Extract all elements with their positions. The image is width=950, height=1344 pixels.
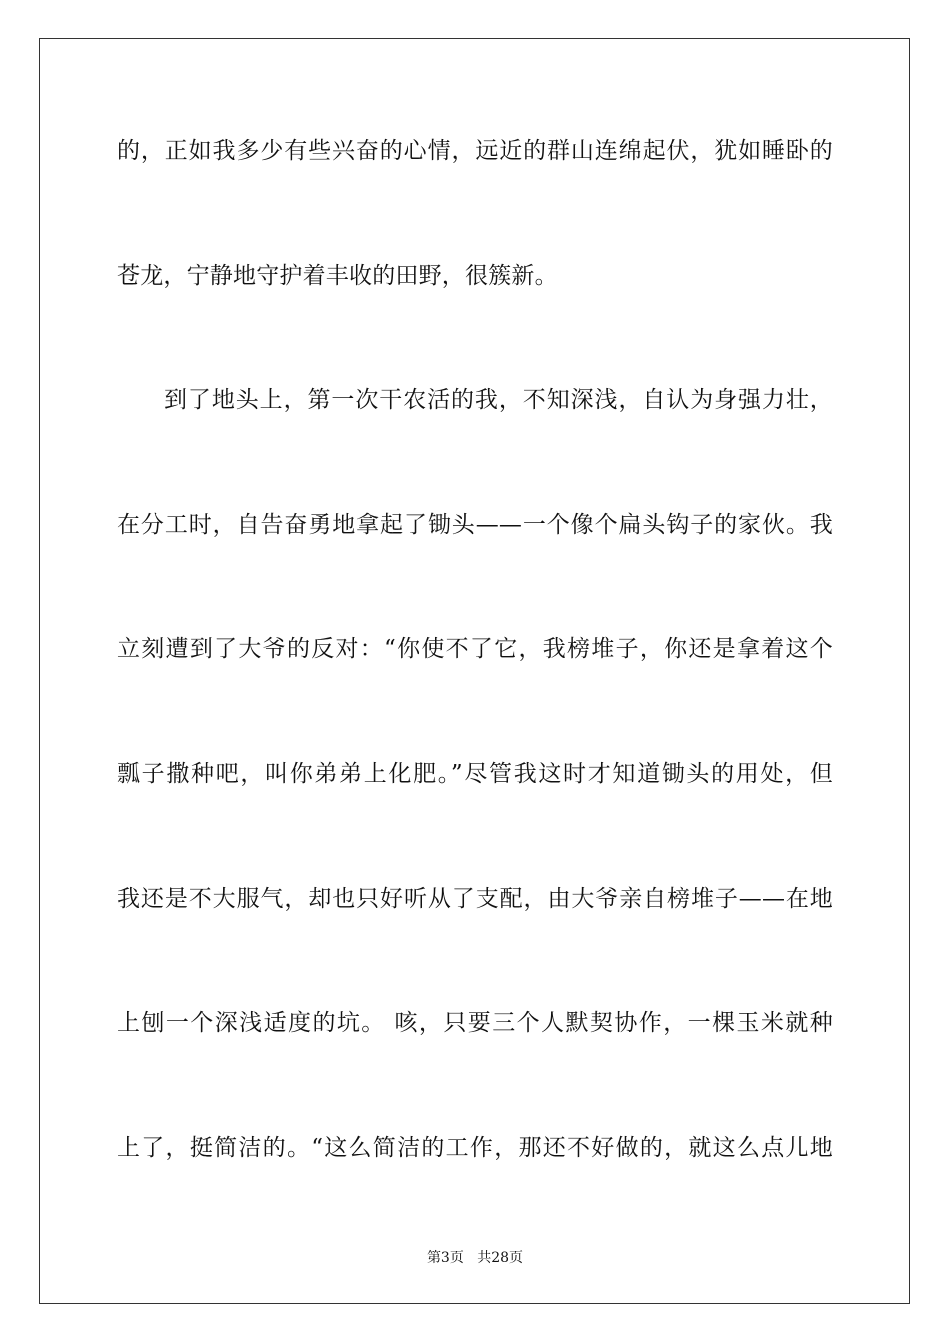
- text-line: 我还是不大服气，却也只好听从了支配，由大爷亲自榜堆子——在地: [117, 885, 833, 912]
- text-line-indented: 到了地头上，第一次干农活的我，不知深浅，自认为身强力壮，: [164, 387, 833, 414]
- text-line: 上刨一个深浅适度的坑。 咳，只要三个人默契协作，一棵玉米就种: [117, 1010, 833, 1037]
- page-footer: [0, 1247, 950, 1267]
- document-body: [117, 116, 833, 1237]
- text-line: 瓢子撒种吧，叫你弟弟上化肥。”尽管我这时才知道锄头的用处，但: [117, 760, 833, 787]
- footer-spacer: [464, 1250, 477, 1266]
- text-line: 立刻遭到了大爷的反对：“你使不了它，我榜堆子，你还是拿着这个: [117, 636, 833, 663]
- page-number: 第3页: [426, 1250, 464, 1266]
- text-line: 苍龙，宁静地守护着丰收的田野，很簇新。: [117, 262, 558, 289]
- total-pages: 共28页: [477, 1250, 524, 1266]
- text-line: 在分工时，自告奋勇地拿起了锄头——一个像个扁头钩子的家伙。我: [117, 511, 833, 538]
- text-line: 的，正如我多少有些兴奋的心情，远近的群山连绵起伏，犹如睡卧的: [117, 138, 833, 164]
- text-line: 上了，挺简洁的。“这么简洁的工作，那还不好做的，就这么点儿地: [117, 1134, 833, 1161]
